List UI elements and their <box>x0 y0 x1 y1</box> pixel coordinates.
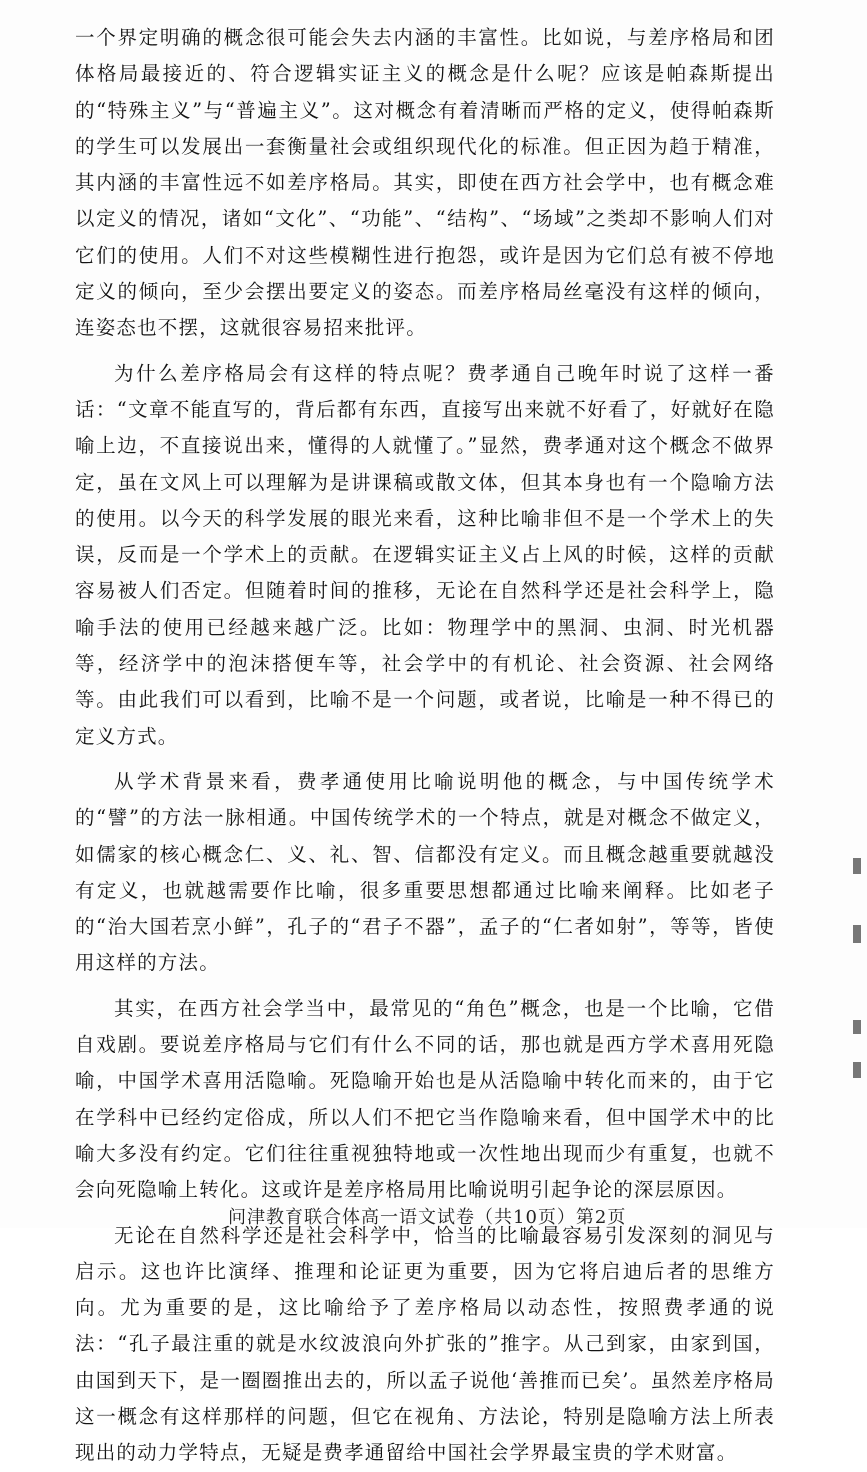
page-footer: 问津教育联合体高一语文试卷（共10页）第2页 <box>228 1207 627 1228</box>
paragraph-5: 无论在自然科学还是社会科学中，恰当的比喻最容易引发深刻的洞见与启示。这也许比演绎、推理和论证更为重要，因为它将启迪后者的思维方向。尤为重要的是，这比喻给予了差序格局以动态性，按照费孝通的说法：“孔子最注重的就是水纹波浪向外扩张的”推字。从己到家，由家到国，由国到天下，是一圈圈推出去的，所以孟子说他‘善推而已矣’。虽然差序格局这一概念有这样那样的问题，但它在视角、方法论，特别是隐喻方法上所表现出的动力学特点，无疑是费孝通留给中国社会学界最宝贵的学术财富。 <box>75 1223 775 1465</box>
paragraph-1: 一个界定明确的概念很可能会失去内涵的丰富性。比如说，与差序格局和团体格局最接近的、符合逻辑实证主义的概念是什么呢？应该是帕森斯提出的“特殊主义”与“普遍主义”。这对概念有着清晰而严格的定义，使得帕森斯的学生可以发展出一套衡量社会或组织现代化的标准。但正因为趋于精准，其内涵的丰富性远不如差序格局。其实，即使在西方社会学中，也有概念难以定义的情况，诸如“文化”、“功能”、“结构”、“场域”之类却不影响人们对它们的使用。人们不对这些模糊性进行抱怨，或许是因为它们总有被不停地定义的倾向，至少会摆出要定义的姿态。而差序格局丝毫没有这样的倾向，连姿态也不摆，这就很容易招来批评。 <box>75 26 775 340</box>
paragraph-2: 为什么差序格局会有这样的特点呢？费孝通自己晚年时说了这样一番话：“文章不能直写的，背后都有东西，直接写出来就不好看了，好就好在隐喻上边，不直接说出来，懂得的人就懂了。”显然，费孝通对这个概念不做界定，虽在文风上可以理解为是讲课稿或散文体，但其本身也有一个隐喻方法的使用。以今天的科学发展的眼光来看，这种比喻非但不是一个学术上的失误，反而是一个学术上的贡献。在逻辑实证主义占上风的时候，这样的贡献容易被人们否定。但随着时间的推移，无论在自然科学还是社会科学上，隐喻手法的使用已经越来越广泛。比如：物理学中的黑洞、虫洞、时光机器等，经济学中的泡沫搭便车等，社会学中的有机论、社会资源、社会网络等。由此我们可以看到，比喻不是一个问题，或者说，比喻是一种不得已的定义方式。 <box>75 361 775 748</box>
scan-edge-mark <box>853 1020 861 1034</box>
scan-edge-mark <box>853 858 861 874</box>
scan-edge-mark <box>853 1062 861 1078</box>
article-body <box>75 20 775 1472</box>
paragraph-4: 其实，在西方社会学当中，最常见的“角色”概念，也是一个比喻，它借自戏剧。要说差序格局与它们有什么不同的话，那也就是西方学术喜用死隐喻，中国学术喜用活隐喻。死隐喻开始也是从活隐喻中转化而来的，由于它在学科中已经约定俗成，所以人们不把它当作隐喻来看，但中国学术中的比喻大多没有约定。它们往往重视独特地或一次性地出现而少有重复，也就不会向死隐喻上转化。这或许是差序格局用比喻说明引起争论的深层原因。 <box>75 996 775 1202</box>
paragraph-3: 从学术背景来看，费孝通使用比喻说明他的概念，与中国传统学术的“譬”的方法一脉相通。中国传统学术的一个特点，就是对概念不做定义，如儒家的核心概念仁、义、礼、智、信都没有定义。而且概念越重要就越没有定义，也就越需要作比喻，很多重要思想都通过比喻来阐释。比如老子的“治大国若烹小鲜”，孔子的“君子不器”，孟子的“仁者如射”，等等，皆使用这样的方法。 <box>75 769 775 975</box>
scan-edge-mark <box>853 925 861 943</box>
